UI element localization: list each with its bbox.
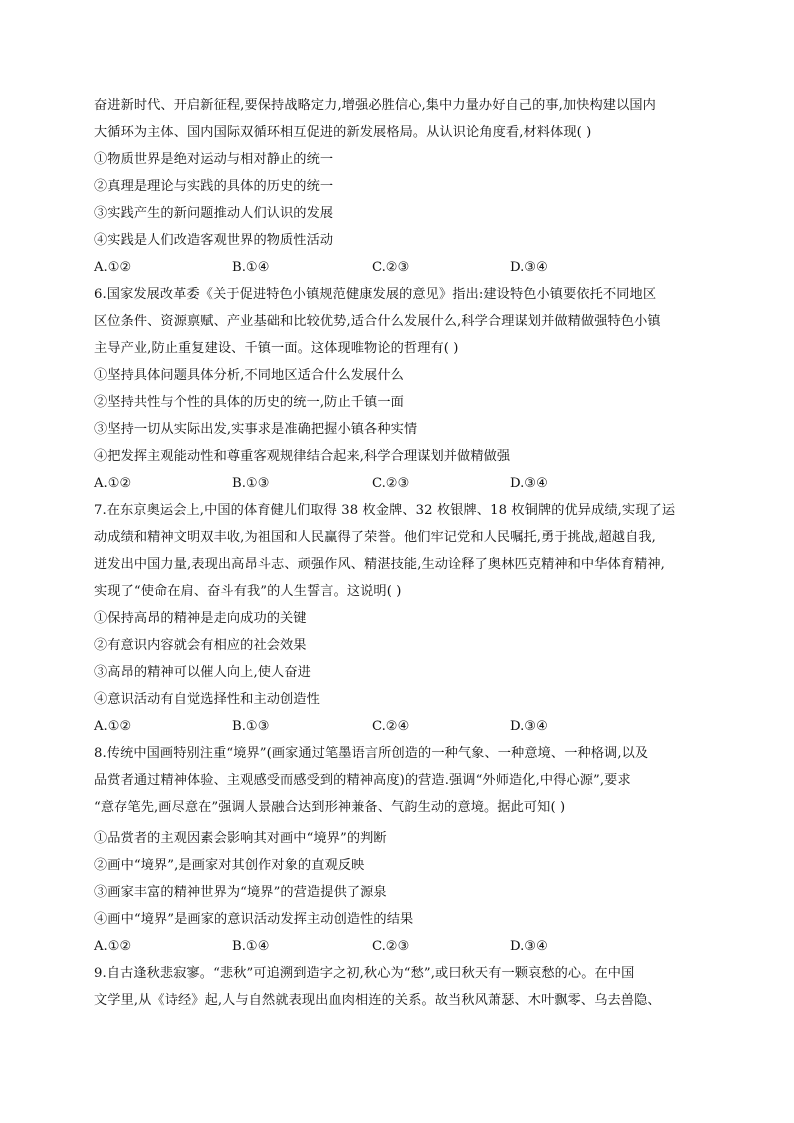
q6-option-d: D.③④	[510, 476, 548, 491]
q7-line-3: 迸发出中国力量,表现出高昂斗志、顽强作风、精湛技能,生动诠释了奥林匹克精神和中华体育精神,	[94, 557, 665, 572]
q5-statement-4: ④实践是人们改造客观世界的物质性活动	[94, 233, 334, 248]
q5-option-c: C.②③	[372, 260, 410, 275]
q7-options	[94, 717, 700, 737]
q6-line-3: 主导产业,防止重复建设、千镇一面。这体现唯物论的哲理有( )	[94, 341, 459, 356]
q9-line-2: 文学里,从《诗经》起,人与自然就表现出血肉相连的关系。故当秋风萧瑟、木叶飘零、乌去兽隐、	[94, 993, 661, 1008]
q8-option-b: B.①④	[232, 939, 270, 954]
q8-statement-3: ③画家丰富的精神世界为“境界”的营造提供了源泉	[94, 885, 387, 900]
q8-statement-1: ①品赏者的主观因素会影响其对画中“境界”的判断	[94, 831, 387, 846]
q8-option-d: D.③④	[510, 939, 548, 954]
q6-statement-1: ①坚持具体问题具体分析,不同地区适合什么发展什么	[94, 368, 404, 383]
q8-statement-4: ④画中“境界”是画家的意识活动发挥主动创造性的结果	[94, 912, 414, 927]
q6-option-a: A.①②	[94, 476, 132, 491]
q7-statement-3: ③高昂的精神可以催人向上,使人奋进	[94, 665, 311, 680]
q7-statement-1: ①保持高昂的精神是走向成功的关键	[94, 611, 307, 626]
q6-statement-3: ③坚持一切从实际出发,实事求是准确把握小镇各种实情	[94, 422, 418, 437]
q5-statement-3: ③实践产生的新问题推动人们认识的发展	[94, 206, 334, 221]
q5-option-b: B.①④	[232, 260, 270, 275]
q7-statement-2: ②有意识内容就会有相应的社会效果	[94, 638, 307, 653]
q6-statement-4: ④把发挥主观能动性和尊重客观规律结合起来,科学合理谋划并做精做强	[94, 449, 511, 464]
q6-line-1: 6.国家发展改革委《关于促进特色小镇规范健康发展的意见》指出:建设特色小镇要依托不同地区	[94, 287, 657, 302]
q8-option-c: C.②③	[372, 939, 410, 954]
q8-option-a: A.①②	[94, 939, 132, 954]
q6-options	[94, 474, 700, 494]
q7-option-b: B.①③	[232, 719, 270, 734]
q8-options	[94, 937, 700, 957]
q7-option-c: C.②④	[372, 719, 410, 734]
q6-line-2: 区位条件、资源禀赋、产业基础和比较优势,适合什么发展什么,科学合理谋划并做精做强特色小镇	[94, 314, 661, 329]
q8-statement-2: ②画中“境界”,是画家对其创作对象的直观反映	[94, 858, 365, 873]
q5-option-d: D.③④	[510, 260, 548, 275]
q7-line-2: 动成绩和精神文明双丰收,为祖国和人民赢得了荣誉。他们牢记党和人民嘱托,勇于挑战,超越自我,	[94, 530, 656, 545]
q7-option-d: D.③④	[510, 719, 548, 734]
q8-line-1: 8.传统中国画特别注重“境界”(画家通过笔墨语言所创造的一种气象、一种意境、一种格调,以及	[94, 746, 649, 761]
q8-line-3: “意存笔先,画尽意在”强调人景融合达到形神兼备、气韵生动的意境。据此可知( )	[94, 800, 566, 815]
q5-line-2: 大循环为主体、国内国际双循环相互促进的新发展格局。从认识论角度看,材料体现( )	[94, 125, 592, 140]
q8-line-2: 品赏者通过精神体验、主观感受而感受到的精神高度)的营造.强调“外师造化,中得心源”,要求	[94, 773, 631, 788]
q7-line-1: 7.在东京奥运会上,中国的体育健儿们取得 38 枚金牌、32 枚银牌、18 枚铜牌的优异成绩,实现了运	[94, 503, 676, 518]
q5-options	[94, 258, 700, 278]
q7-line-4: 实现了“使命在肩、奋斗有我”的人生誓言。这说明( )	[94, 584, 402, 599]
q5-line-1: 奋进新时代、开启新征程,要保持战略定力,增强必胜信心,集中力量办好自己的事,加快构建以国内	[94, 98, 656, 113]
q7-statement-4: ④意识活动有自觉选择性和主动创造性	[94, 692, 320, 707]
q6-option-b: B.①③	[232, 476, 270, 491]
q6-statement-2: ②坚持共性与个性的具体的历史的统一,防止千镇一面	[94, 395, 404, 410]
q7-option-a: A.①②	[94, 719, 132, 734]
q5-option-a: A.①②	[94, 260, 132, 275]
q6-option-c: C.②③	[372, 476, 410, 491]
q5-statement-1: ①物质世界是绝对运动与相对静止的统一	[94, 152, 334, 167]
q9-line-1: 9.自古逢秋悲寂寥。“悲秋”可追溯到造字之初,秋心为“愁”,或曰秋天有一颗哀愁的心。在中国	[94, 966, 635, 981]
q5-statement-2: ②真理是理论与实践的具体的历史的统一	[94, 179, 334, 194]
